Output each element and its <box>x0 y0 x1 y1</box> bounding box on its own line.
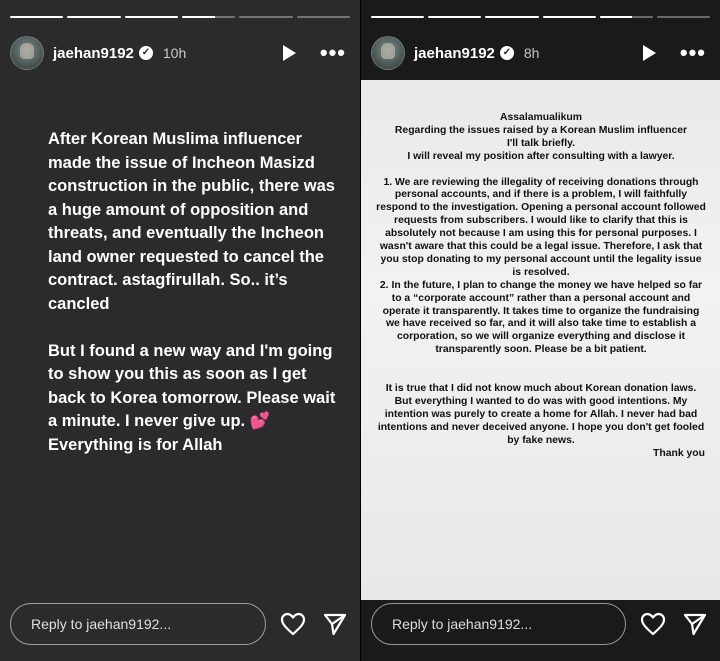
heart-icon[interactable] <box>278 609 308 639</box>
progress-segment <box>297 16 350 18</box>
doc-thanks: Thank you <box>653 447 705 459</box>
progress-segment <box>428 16 481 18</box>
story-text <box>48 128 348 481</box>
username[interactable]: jaehan9192 <box>53 44 134 62</box>
story-header <box>10 34 350 72</box>
progress-segment <box>10 16 63 18</box>
progress-segment <box>600 16 653 18</box>
progress-segment <box>543 16 596 18</box>
doc-closing: But everything I wanted to do was with good intentions. My intention was purely to create a home for Allah. I never had bad intentions and never deceived anyone. I hope you don't get fooled by fake news. <box>377 395 705 446</box>
doc-point-2: 2. In the future, I plan to change the money we have helped so far to a “corporate account” rather than a personal account and operate it transparently. It takes time to organize the fundraising we have received so far, and it will also take time to establish a corporation, so we will organize everything and disclose it transparently soon. Please be a bit patient. <box>379 279 703 356</box>
statement-text <box>375 112 707 460</box>
doc-line: I'll talk briefly. <box>506 137 576 149</box>
timestamp: 10h <box>162 45 187 61</box>
story-header <box>371 34 710 72</box>
timestamp: 8h <box>523 45 540 61</box>
send-icon[interactable] <box>680 609 710 639</box>
document-image <box>361 80 720 600</box>
verified-badge-icon: ✓ <box>500 46 514 60</box>
progress-segment <box>239 16 292 18</box>
doc-line: I will reveal my position after consulting with a lawyer. <box>407 150 675 162</box>
username[interactable]: jaehan9192 <box>414 44 495 62</box>
story-paragraph <box>48 340 348 458</box>
hearts-emoji: 💕 <box>249 412 271 430</box>
more-icon[interactable]: ••• <box>679 40 706 65</box>
story-line: But I found a new way and I'm going to show you this as soon as I get back to Korea tomorrow. Please wait a minute. I never give up. <box>48 341 336 430</box>
verified-badge-icon: ✓ <box>139 46 153 60</box>
progress-segment <box>182 16 235 18</box>
doc-line: Regarding the issues raised by a Korean Muslim influencer <box>394 124 688 136</box>
progress-bar <box>10 16 350 18</box>
more-icon[interactable]: ••• <box>319 40 346 65</box>
reply-input[interactable]: Reply to jaehan9192... <box>371 603 626 645</box>
progress-segment <box>485 16 538 18</box>
heart-icon[interactable] <box>638 609 668 639</box>
progress-segment <box>657 16 710 18</box>
send-icon[interactable] <box>320 609 350 639</box>
progress-segment <box>371 16 424 18</box>
doc-closing: It is true that I did not know much about Korean donation laws. <box>385 382 697 394</box>
reply-input[interactable]: Reply to jaehan9192... <box>10 603 266 645</box>
story-footer <box>371 603 710 645</box>
progress-segment <box>125 16 178 18</box>
story-line: Everything is for Allah <box>48 435 223 454</box>
doc-point-1: 1. We are reviewing the illegality of receiving donations through personal accounts, and if there is a problem, I will faithfully respond to the investigation. Opening a personal account followed requests from subscribers. I would like to clarify that this is absolutely not because I am using this for personal purposes. I wasn't aware that this could be a legal issue. Therefore, I ask that you stop donating to my personal account until the legality issue is resolved. <box>376 176 706 278</box>
play-icon[interactable] <box>643 45 656 61</box>
progress-segment <box>67 16 120 18</box>
avatar[interactable] <box>371 36 405 70</box>
doc-line: Assalamualikum <box>499 112 582 123</box>
progress-bar <box>371 16 710 18</box>
story-footer <box>10 603 350 645</box>
story-right[interactable] <box>361 0 720 661</box>
story-paragraph: After Korean Muslima influencer made the issue of Incheon Masizd construction in the public, there was a huge amount of opposition and threats, and eventually the Incheon land owner requested to cancel the contract. astagfirullah. So.. it’s cancled <box>48 130 335 313</box>
play-icon[interactable] <box>283 45 296 61</box>
avatar[interactable] <box>10 36 44 70</box>
